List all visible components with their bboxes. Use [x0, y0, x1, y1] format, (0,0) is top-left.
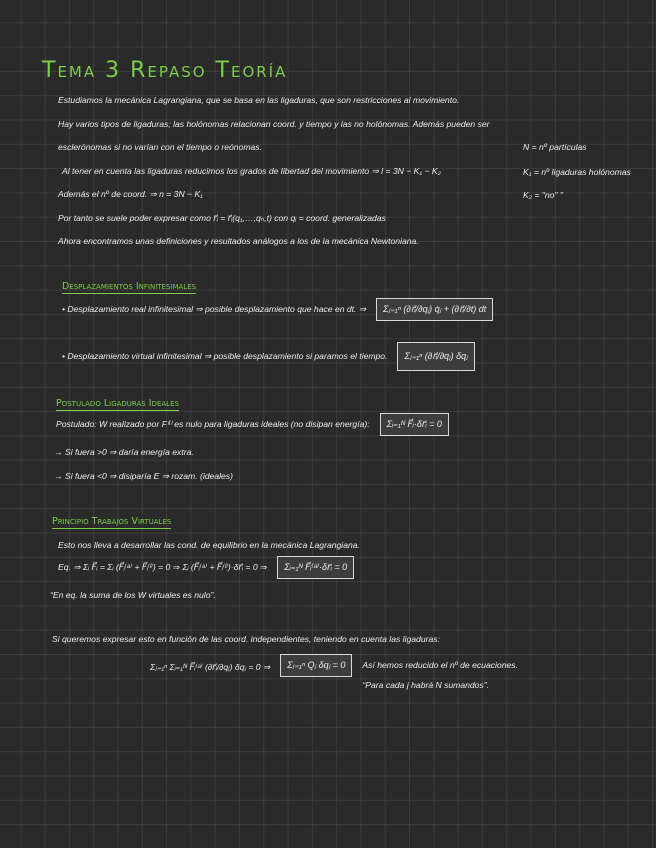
- side-note: K₁ = nº ligaduras holónomas: [523, 166, 631, 177]
- formula-box: Σⱼ₌₁ⁿ (∂r⃗ᵢ/∂qⱼ) q̇ⱼ + (∂r⃗ᵢ/∂t) dt: [376, 298, 493, 321]
- formula-box: Σᵢ₌₁ᴺ F⃗ᵢ·δr⃗ᵢ = 0: [380, 413, 449, 436]
- intro-line: Por tanto se suele poder expresar como r⃗ᵢ = r⃗ᵢ(q₁,…,qₙ,t) con qᵢ = coord. generalizadas: [58, 213, 386, 223]
- intro-line: Ahora encontramos unas definiciones y resultados análogos a los de la mecánica Newtoniana.: [58, 236, 419, 246]
- formula-row: [62, 342, 475, 371]
- note-line: → Si fuera <0 ⇒ disiparía E ⇒ rozam. (ideales): [54, 471, 233, 481]
- note-line: → Si fuera >0 ⇒ daría energía extra.: [54, 447, 194, 457]
- note-line: • Desplazamiento real infinitesimal ⇒ posible desplazamiento que hace en dt. ⇒: [62, 304, 367, 314]
- formula-row: [56, 413, 449, 436]
- intro-row: [62, 166, 648, 177]
- section-heading: Postulado Ligaduras Ideales: [56, 398, 179, 409]
- section-heading: Desplazamientos Infinitesimales: [62, 281, 197, 292]
- side-note: Así hemos reducido el nº de ecuaciones.: [362, 660, 518, 670]
- page-title: Tema 3 Repaso Teoría: [42, 58, 288, 83]
- section-heading: Principio Trabajos Virtuales: [52, 516, 172, 527]
- note-line: Esto nos lleva a desarrollar las cond. de equilibrio en la mecánica Lagrangiana.: [58, 540, 360, 550]
- side-note: K₂ = "no" ": [523, 189, 563, 200]
- note-line: • Desplazamiento virtual infinitesimal ⇒ posible desplazamiento si paramos el tiempo.: [62, 351, 388, 361]
- side-notes: [362, 660, 518, 690]
- formula-row: [150, 654, 518, 690]
- note-line: Postulado: W realizado por F⁽ˡ⁾ es nulo para ligaduras ideales (no disipan energía):: [56, 419, 370, 429]
- formula-box: Σⱼ₌₁ⁿ Qⱼ δqⱼ = 0: [280, 654, 352, 677]
- formula-row: [58, 556, 354, 579]
- intro-line: Estudiamos la mecánica Lagrangiana, que se basa en las ligaduras, que son restricciones al movimiento.: [58, 95, 460, 105]
- side-note: N = nº partículas: [523, 142, 587, 152]
- note-line: Eq. ⇒ Σᵢ F⃗ᵢ = Σᵢ (F⃗ᵢ⁽ᵃ⁾ + F⃗ᵢ⁽ˡ⁾) = 0 ⇒ Σᵢ (F⃗ᵢ⁽ᵃ⁾ + F⃗ᵢ⁽ˡ⁾)·δr⃗ᵢ = 0 ⇒: [58, 562, 268, 572]
- intro-line: Al tener en cuenta las ligaduras reducimos los grados de libertad del movimiento ⇒ l = 3N − K₁ − K₂: [62, 166, 441, 176]
- intro-line: esclerónomas si no varían con el tiempo o reónomas.: [58, 142, 262, 152]
- formula-box: Σᵢ₌₁ᴺ F⃗ᵢ⁽ᵃ⁾·δr⃗ᵢ = 0: [277, 556, 354, 579]
- side-note: “Para cada j habrá N sumandos”.: [362, 680, 490, 690]
- intro-line: Además el nº de coord. ⇒ n = 3N − K₁: [58, 189, 203, 199]
- formula: Σⱼ₌₁ⁿ Σᵢ₌₁ᴺ F⃗ᵢ⁽ᵃ⁾ (∂r⃗ᵢ/∂qⱼ) δqⱼ = 0 ⇒: [150, 662, 271, 672]
- intro-line: Hay varios tipos de ligaduras; las holónomas relacionan coord. y tiempo y las no holónomas. Además pueden ser: [58, 119, 490, 129]
- formula-box: Σⱼ₌₁ⁿ (∂r⃗ᵢ/∂qⱼ) δqⱼ: [397, 342, 474, 371]
- note-line: “En eq. la suma de los W virtuales es nulo”.: [50, 590, 216, 600]
- formula-row: [62, 298, 493, 321]
- intro-row: [58, 142, 648, 152]
- intro-row: [58, 189, 648, 200]
- note-line: Si queremos expresar esto en función de las coord. independientes, teniendo en cuenta las ligaduras:: [52, 634, 440, 644]
